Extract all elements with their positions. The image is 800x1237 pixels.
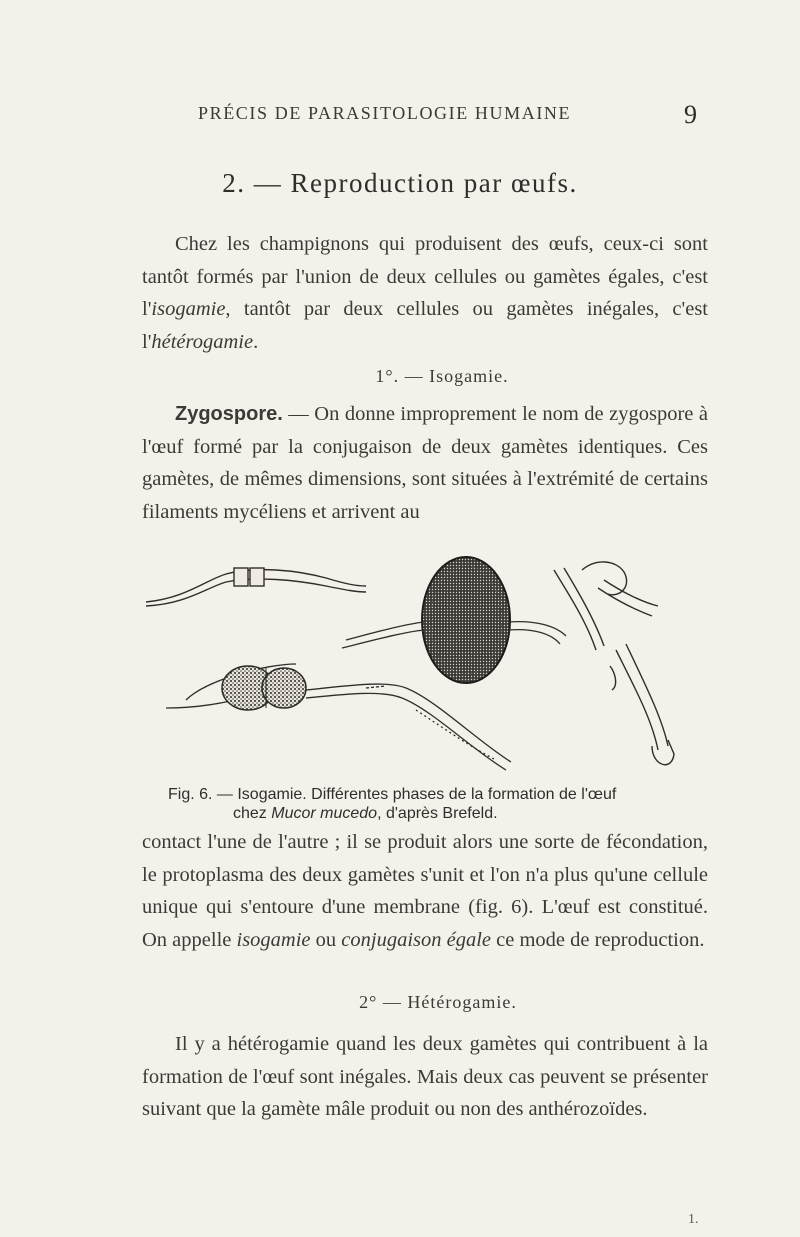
intro-text-2: , tantôt par deux cellules ou gamètes inégales, c'est l' [142,298,708,353]
section-title: 2. — Reproduction par œufs. [222,168,578,198]
continuation-text-1: contact l'une de l'autre ; il se produit alors une sorte de fécondation, le protoplasma des deux gamètes s'unit et l'on n'a plus qu'une cellule unique qui s'entoure d'une membrane (fig. 6). L'œuf est constitué. On appelle [142,831,708,951]
term-isogamie: isogamie [151,298,226,321]
subheading-isogamie: 1°. — Isogamie. [375,366,509,386]
zygospore-text: — On donne improprement le nom de zygospore à l'œuf formé par la conjugaison de deux gamètes identiques. Ces gamètes, de mêmes dimensions, sont situées à l'extrémité de certains filaments mycéliens et arrivent au [142,403,708,523]
filament-top-left [146,568,366,606]
figure-label: Fig. 6. [168,786,213,803]
caption-line-1: — Isogamie. Différentes phases de la formation de l'œuf [212,786,617,803]
continuation-mid: ou [310,928,342,951]
term-conjugaison-egale: conjugaison égale [341,928,492,951]
intro-text-3: . [253,330,259,353]
caption-prefix: chez [233,805,272,822]
term-isogamie-2: isogamie [236,928,311,951]
gametes-lower-left [166,664,306,710]
running-title: PRÉCIS DE PARASITOLOGIE HUMAINE [198,103,572,123]
zygospore-paragraph [142,398,708,528]
zygospore [422,557,510,683]
intro-paragraph [142,228,708,358]
filament-lower [306,684,511,770]
heterogamie-paragraph [142,1028,708,1126]
term-zygospore: Zygospore. [175,403,283,425]
term-heterogamie: hétérogamie [151,330,254,353]
subheading-heterogamie: 2° — Hétérogamie. [359,992,517,1012]
caption-suffix: , d'après Brefeld. [377,805,498,822]
heterogamie-text: Il y a hétérogamie quand les deux gamètes qui contribuent à la formation de l'œuf sont inégales. Mais deux cas peuvent se présenter suivant que la gamète mâle produit ou non des anthérozoïdes. [142,1033,708,1121]
running-head [0,100,800,130]
figure-isogamie-illustration [146,540,676,785]
continuation-paragraph [142,826,708,956]
hyphae-right [554,562,674,765]
figure-caption [168,785,668,823]
intro-text-1: Chez les champignons qui produisent des œufs, ceux-ci sont tantôt formés par l'union de deux cellules ou gamètes égales, c'est l' [142,233,708,321]
caption-species: Mucor mucedo [271,805,378,822]
page-number: 9 [684,100,697,129]
continuation-text-2: ce mode de reproduction. [491,928,705,951]
signature-mark: 1. [688,1212,699,1227]
